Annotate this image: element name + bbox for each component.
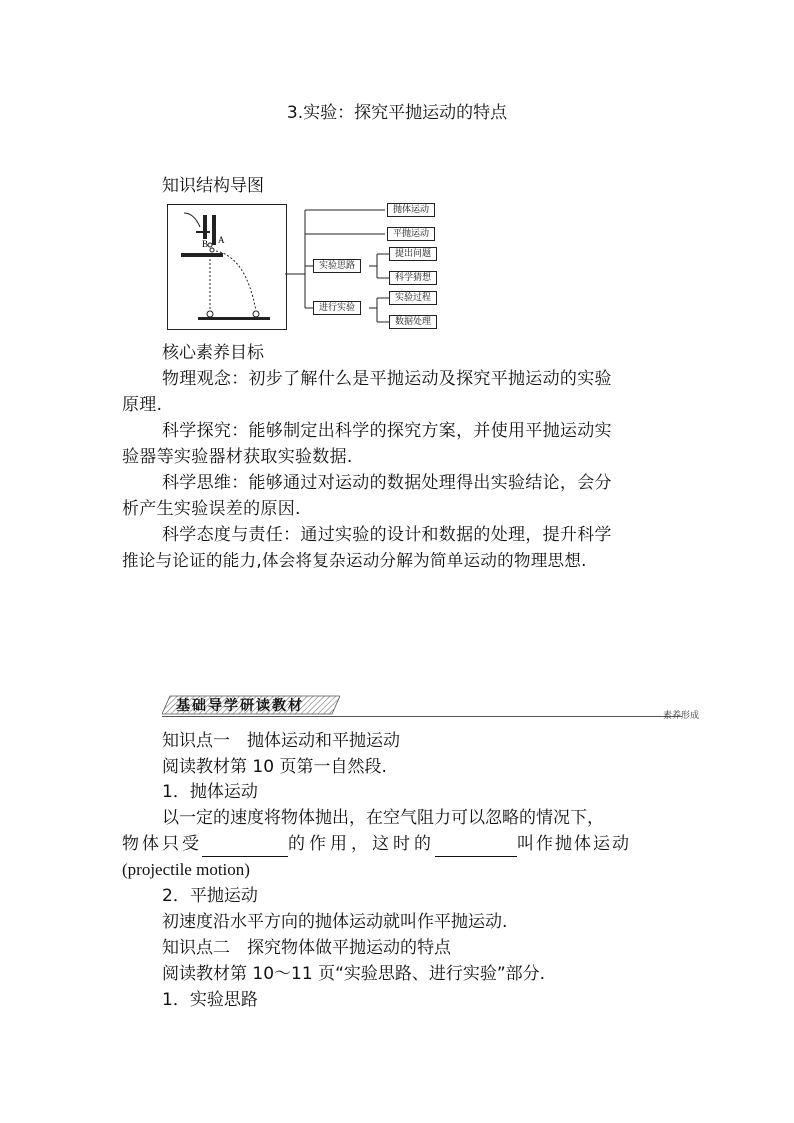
goal-line: 科学探究：能够制定出科学的探究方案，并使用平抛运动实 xyxy=(162,421,612,441)
answer-blank[interactable] xyxy=(435,838,517,857)
mindmap-node-process: 实验过程 xyxy=(389,291,437,305)
item-text: 以一定的速度将物体抛出，在空气阻力可以忽略的情况下， xyxy=(162,808,604,828)
mindmap-node-experiment: 进行实验 xyxy=(313,301,361,315)
mindmap-node-horizontal: 平抛运动 xyxy=(387,227,435,241)
apparatus-figure xyxy=(167,204,287,330)
mindmap-node-question: 提出问题 xyxy=(389,247,437,261)
goal-line: 原理. xyxy=(122,395,163,415)
mindmap-node-projectile: 抛体运动 xyxy=(387,203,435,217)
answer-blank[interactable] xyxy=(202,838,288,857)
goal-line: 验器等实验器材获取实验数据. xyxy=(122,447,353,467)
section-banner xyxy=(162,694,340,716)
goal-line: 科学态度与责任：通过实验的设计和数据的处理，提升科学 xyxy=(162,525,612,545)
mindmap-node-data: 数据处理 xyxy=(389,315,437,329)
fill-in-line xyxy=(122,831,682,857)
knowledge-point-1: 知识点一 抛体运动和平抛运动 xyxy=(162,731,400,751)
goals-heading: 核心素养目标 xyxy=(162,343,264,363)
goal-line: 析产生实验误差的原因. xyxy=(122,499,301,519)
banner-right-label: 素养形成 xyxy=(663,711,700,721)
item-heading-1: 1．抛体运动 xyxy=(162,782,258,802)
item-text: 的作用，这时的 xyxy=(288,834,435,854)
item-text: 物体只受 xyxy=(122,834,202,854)
page-title: 3.实验：探究平抛运动的特点 xyxy=(286,103,508,123)
reading-note-1: 阅读教材第 10 页第一自然段. xyxy=(162,757,387,777)
mindmap-node-hypothesis: 科学猜想 xyxy=(389,271,437,285)
knowledge-point-2: 知识点二 探究物体做平抛运动的特点 xyxy=(162,938,451,958)
label-a: A xyxy=(218,235,225,245)
reading-note-2: 阅读教材第 10～11 页“实验思路、进行实验”部分. xyxy=(162,964,546,984)
item-heading-2: 2．平抛运动 xyxy=(162,886,258,906)
banner-rule xyxy=(162,716,682,717)
goal-item xyxy=(122,366,677,392)
item-heading-3: 1．实验思路 xyxy=(162,990,258,1010)
goal-line: 科学思维：能够通过对运动的数据处理得出实验结论，会分 xyxy=(162,473,612,493)
item-text: 叫作抛体运动 xyxy=(517,834,631,854)
map-heading: 知识结构导图 xyxy=(162,176,264,196)
goal-line: 推论与论证的能力,体会将复杂运动分解为简单运动的物理思想. xyxy=(122,551,587,570)
item-text: 初速度沿水平方向的抛体运动就叫作平抛运动. xyxy=(162,912,508,932)
english-term: (projectile motion) xyxy=(122,860,250,879)
apparatus-drawing xyxy=(168,205,286,329)
mindmap-node-idea: 实验思路 xyxy=(313,259,361,273)
goal-line: 物理观念：初步了解什么是平抛运动及探究平抛运动的实验 xyxy=(162,369,612,389)
banner-label: 基础导学研读教材 xyxy=(176,698,304,714)
label-b: B xyxy=(202,239,209,249)
